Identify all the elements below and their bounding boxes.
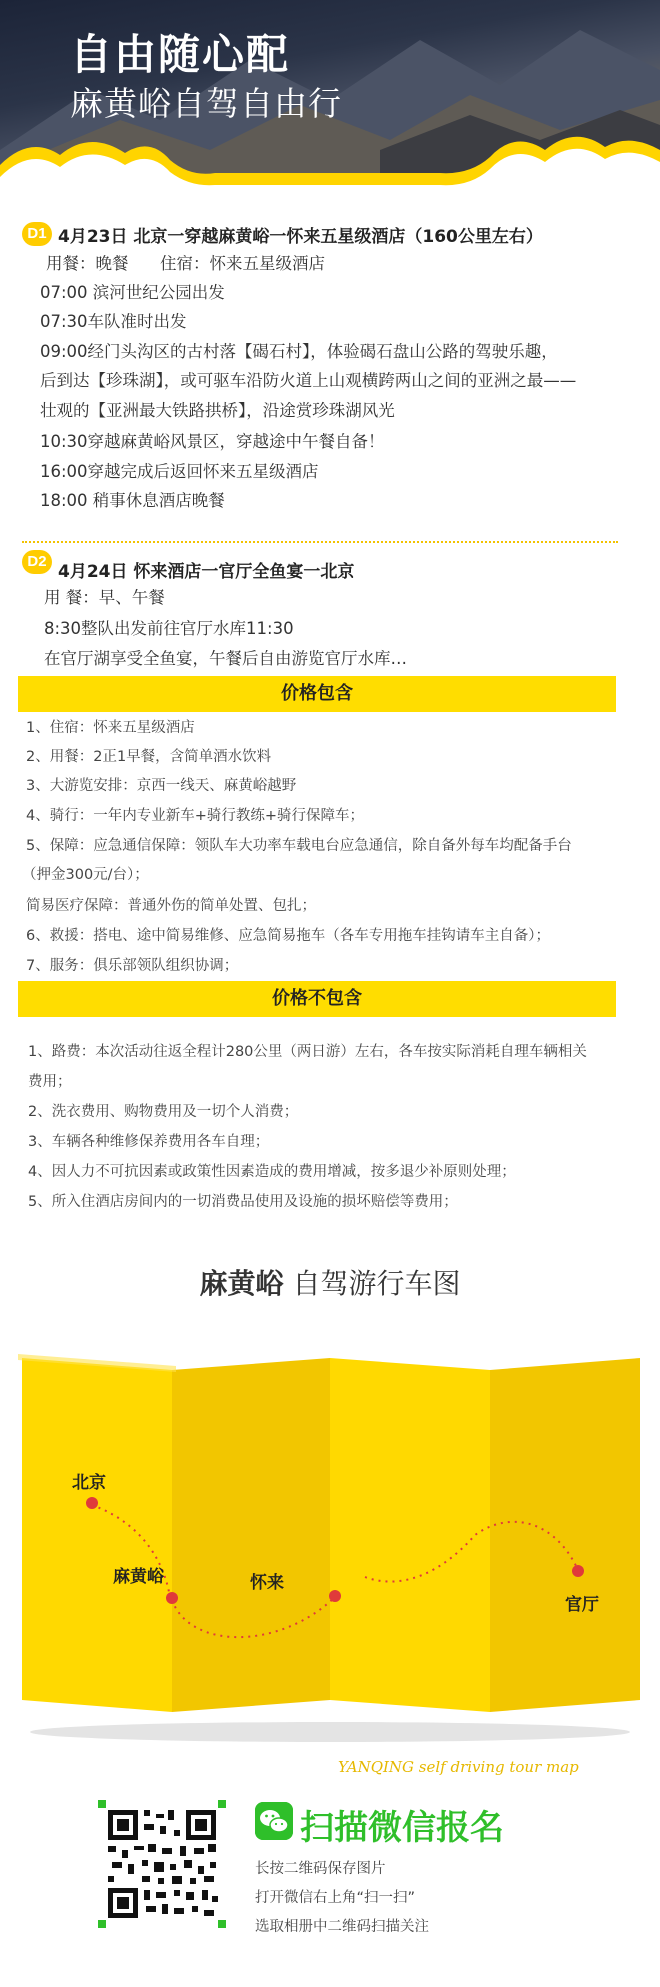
signup-instruction: 长按二维码保存图片 (255, 1861, 386, 1877)
signup-instruction: 选取相册中二维码扫描关注 (255, 1919, 429, 1935)
day2-line: 用 餐：早、午餐 (44, 588, 165, 607)
excluded-item: 3、车辆各种维修保养费用各车自理； (28, 1134, 270, 1150)
qr-code[interactable] (98, 1800, 226, 1928)
signup-instruction: 打开微信右上角“扫一扫” (255, 1890, 416, 1906)
excluded-item: 5、所入住酒店房间内的一切消费品使用及设施的损坏赔偿等费用； (28, 1194, 458, 1210)
map-title (0, 1262, 660, 1302)
day1-lodging: 住宿：怀来五星级酒店 (160, 254, 325, 273)
hero-banner (0, 0, 660, 190)
guanting-pin (572, 1565, 584, 1577)
day1-line: 壮观的【亚洲最大铁路拱桥】，沿途赏珍珠湖风光 (40, 401, 395, 420)
map-title-bold: 麻黄峪 (199, 1267, 284, 1300)
included-item: 7、服务：俱乐部领队组织协调； (26, 958, 239, 974)
wechat-icon (255, 1802, 293, 1840)
huailai-pin (329, 1590, 341, 1602)
price-excluded-heading: 价格不包含 (18, 981, 616, 1017)
day1-line: 07:00 滨河世纪公园出发 (40, 283, 225, 302)
price-included-heading: 价格包含 (18, 676, 616, 712)
day1-title: 4月23日 北京一穿越麻黄峪一怀来五星级酒店（160公里左右） (58, 227, 543, 247)
day1-meals: 用餐：晚餐 (46, 254, 129, 273)
day2-badge: D2 (22, 550, 52, 574)
mahuangyu-pin (166, 1592, 178, 1604)
included-item: 1、住宿：怀来五星级酒店 (26, 720, 195, 736)
signup-title: 扫描微信报名 (300, 1808, 504, 1848)
excluded-item: 费用； (28, 1074, 72, 1090)
hero-title: 自由随心配 (70, 30, 291, 79)
yellow-cloud-border (0, 125, 660, 190)
city-label: 北京 (72, 1473, 106, 1493)
day1-line: 07:30车队准时出发 (40, 312, 187, 331)
included-item: 5、保障：应急通信保障：领队车大功率车载电台应急通信，除自备外每车均配备手台 (26, 838, 572, 854)
excluded-item: 1、路费：本次活动往返全程计280公里（两日游）左右，各车按实际消耗自理车辆相关 (28, 1044, 587, 1060)
section-divider (22, 541, 618, 543)
included-item: 4、骑行：一年内专业新车+骑行教练+骑行保障车； (26, 808, 365, 824)
hero-subtitle: 麻黄峪自驾自由行 (70, 84, 342, 123)
included-item: 2、用餐：2正1早餐，含简单酒水饮料 (26, 749, 272, 765)
included-item: 简易医疗保障：普通外伤的简单处置、包扎； (26, 898, 316, 914)
day1-line: 后到达【珍珠湖】，或可驱车沿防火道上山观横跨两山之间的亚洲之最—— (40, 371, 577, 390)
day2-title: 4月24日 怀来酒店一官厅全鱼宴一北京 (58, 562, 355, 582)
city-label: 怀来 (250, 1573, 284, 1593)
day1-line: 18:00 稍事休息酒店晚餐 (40, 491, 225, 510)
excluded-item: 4、因人力不可抗因素或政策性因素造成的费用增减，按多退少补原则处理； (28, 1164, 516, 1180)
included-item: 3、大游览安排：京西一线天、麻黄峪越野 (26, 778, 297, 794)
included-item: 6、救援：搭电、途中简易维修、应急简易拖车（各车专用拖车挂钩请车主自备）； (26, 928, 550, 944)
city-label: 官厅 (565, 1595, 599, 1615)
day2-line: 8:30整队出发前往官厅水库11:30 (44, 619, 294, 638)
day1-line: 10:30穿越麻黄峪风景区，穿越途中午餐自备！ (40, 432, 385, 451)
day2-line: 在官厅湖享受全鱼宴，午餐后自由游览官厅水库… (44, 649, 407, 668)
day1-line: 09:00经门头沟区的古村落【碣石村】，体验碣石盘山公路的驾驶乐趣， (40, 342, 558, 361)
city-label: 麻黄峪 (113, 1567, 164, 1587)
included-item: （押金300元/台）； (22, 867, 149, 883)
beijing-pin (86, 1497, 98, 1509)
route-map (0, 1340, 660, 1750)
map-caption: YANQING self driving tour map (338, 1758, 579, 1776)
excluded-item: 2、洗衣费用、购物费用及一切个人消费； (28, 1104, 299, 1120)
day1-line: 16:00穿越完成后返回怀来五星级酒店 (40, 462, 319, 481)
day1-badge: D1 (22, 222, 52, 246)
map-title-rest: 自驾游行车图 (283, 1267, 461, 1300)
